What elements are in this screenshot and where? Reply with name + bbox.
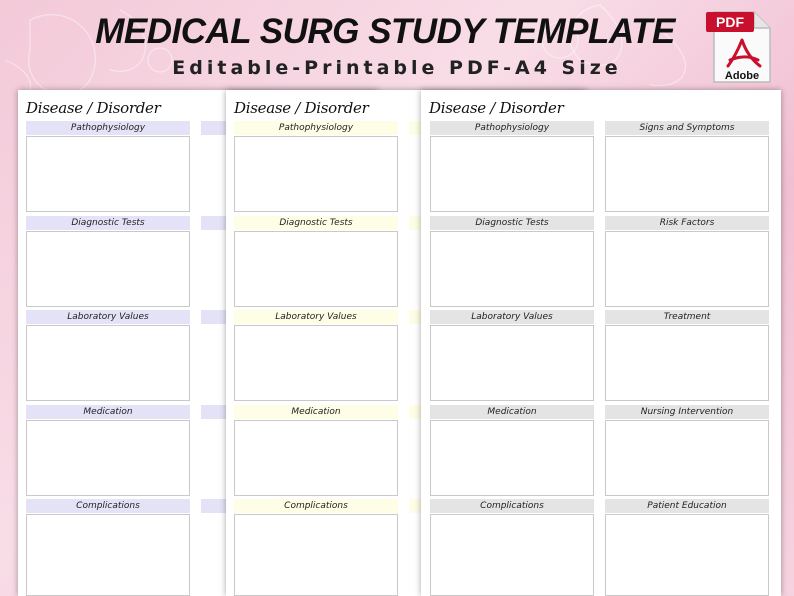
section-laboratory-values [26, 310, 190, 401]
notes-box[interactable] [26, 514, 190, 596]
section-label: Diagnostic Tests [430, 216, 594, 230]
notes-box[interactable] [26, 136, 190, 212]
section-medication [430, 405, 594, 496]
notes-box[interactable] [234, 420, 398, 496]
section-label: Pathophysiology [234, 121, 398, 135]
pdf-label: PDF [716, 14, 744, 30]
notes-box[interactable] [430, 231, 594, 307]
section-risk-factors [605, 216, 769, 307]
section-label: Pathophysiology [430, 121, 594, 135]
adobe-pdf-icon [704, 6, 776, 86]
section-laboratory-values [430, 310, 594, 401]
section-diagnostic-tests [26, 216, 190, 307]
section-label: Complications [26, 499, 190, 513]
section-pathophysiology [430, 121, 594, 212]
notes-box[interactable] [605, 514, 769, 596]
notes-box[interactable] [430, 136, 594, 212]
section-pathophysiology [26, 121, 190, 212]
page-heading: Disease / Disorder [26, 99, 161, 117]
notes-box[interactable] [26, 420, 190, 496]
pdf-brand: Adobe [724, 70, 760, 82]
notes-box[interactable] [26, 325, 190, 401]
section-label: Pathophysiology [26, 121, 190, 135]
section-treatment [605, 310, 769, 401]
section-label: Complications [430, 499, 594, 513]
section-patient-education [605, 499, 769, 596]
notes-box[interactable] [430, 514, 594, 596]
section-label: Laboratory Values [234, 310, 398, 324]
page-title: MEDICAL SURG STUDY TEMPLATE [95, 12, 675, 51]
section-pathophysiology [234, 121, 398, 212]
section-diagnostic-tests [234, 216, 398, 307]
notes-box[interactable] [234, 325, 398, 401]
section-complications [234, 499, 398, 596]
section-label: Complications [234, 499, 398, 513]
notes-box[interactable] [26, 231, 190, 307]
notes-box[interactable] [605, 325, 769, 401]
section-label: Risk Factors [605, 216, 769, 230]
notes-box[interactable] [605, 420, 769, 496]
page-subtitle: Editable-Printable PDF-A4 Size [172, 57, 622, 79]
section-label: Diagnostic Tests [234, 216, 398, 230]
notes-box[interactable] [430, 325, 594, 401]
notes-box[interactable] [430, 420, 594, 496]
section-diagnostic-tests [430, 216, 594, 307]
section-label: Medication [26, 405, 190, 419]
section-medication [26, 405, 190, 496]
section-label: Medication [234, 405, 398, 419]
section-signs-and-symptoms [605, 121, 769, 212]
section-label: Diagnostic Tests [26, 216, 190, 230]
notes-box[interactable] [234, 136, 398, 212]
notes-box[interactable] [234, 514, 398, 596]
section-label: Laboratory Values [430, 310, 594, 324]
section-medication [234, 405, 398, 496]
notes-box[interactable] [605, 136, 769, 212]
section-label: Signs and Symptoms [605, 121, 769, 135]
notes-box[interactable] [605, 231, 769, 307]
template-page-gray [421, 90, 781, 596]
section-complications [26, 499, 190, 596]
section-label: Medication [430, 405, 594, 419]
page-heading: Disease / Disorder [429, 99, 564, 117]
section-label: Nursing Intervention [605, 405, 769, 419]
section-complications [430, 499, 594, 596]
section-label: Treatment [605, 310, 769, 324]
section-label: Patient Education [605, 499, 769, 513]
section-laboratory-values [234, 310, 398, 401]
notes-box[interactable] [234, 231, 398, 307]
page-heading: Disease / Disorder [234, 99, 369, 117]
section-nursing-intervention [605, 405, 769, 496]
section-label: Laboratory Values [26, 310, 190, 324]
